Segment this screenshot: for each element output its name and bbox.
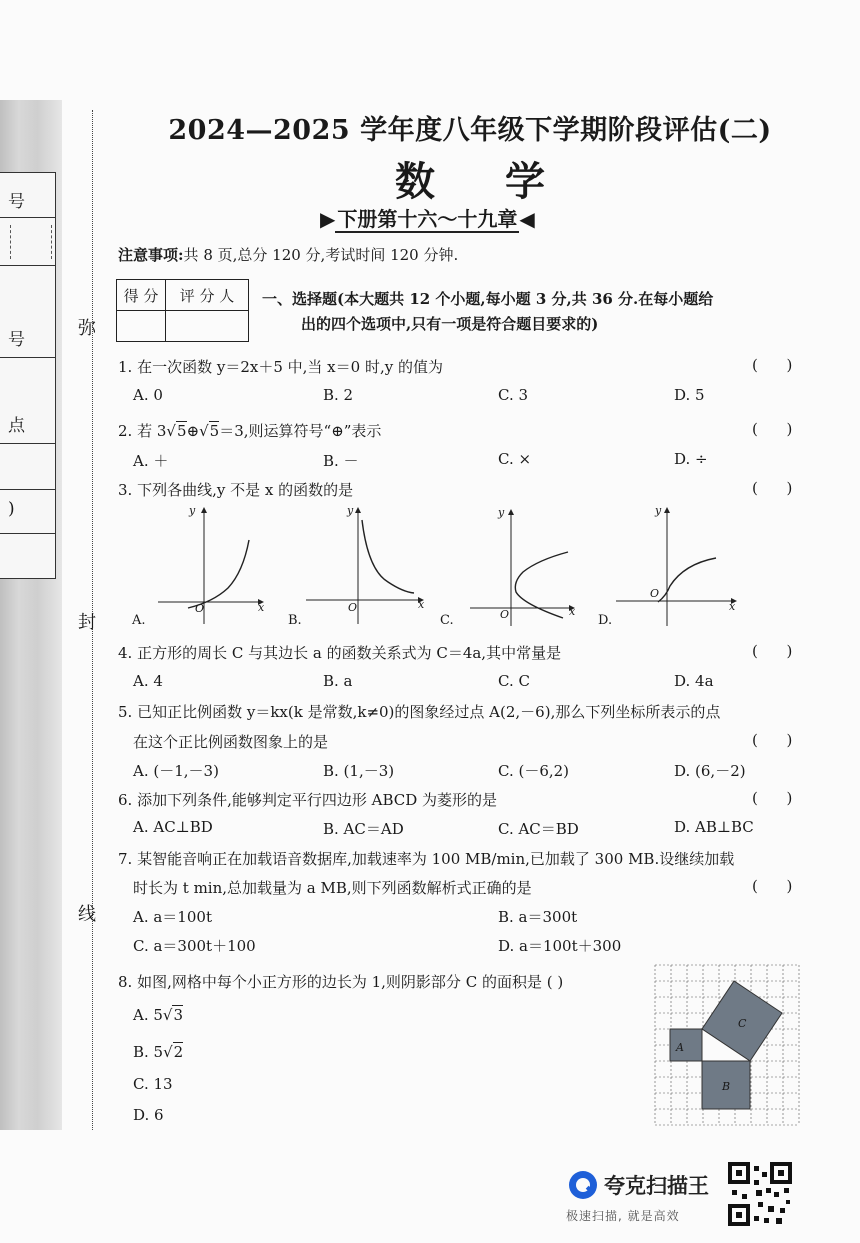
square-a [670, 1029, 702, 1061]
scope-text: 下册第十六～十九章 [337, 207, 518, 231]
info-boxes [10, 225, 52, 259]
q2-pre: 2. 若 3 [118, 422, 167, 440]
answer-paren[interactable]: ( ) [752, 789, 793, 807]
question-6: 6. 添加下列条件,能够判定平行四边形 ABCD 为菱形的是 [118, 791, 498, 809]
graph-a [131, 504, 265, 628]
question-3: 3. 下列各曲线,y 不是 x 的函数的是 [118, 481, 354, 499]
answer-paren[interactable]: ( ) [752, 731, 793, 749]
info-divider [0, 489, 55, 490]
sqrt-icon: √ [166, 422, 176, 440]
q6-option-c: C. AC＝BD [498, 820, 579, 838]
q7-option-b: B. a＝300t [498, 908, 578, 926]
q2-option-d: D. ÷ [674, 450, 708, 468]
question-1: 1. 在一次函数 y＝2x＋5 中,当 x＝0 时,y 的值为 [118, 358, 443, 376]
q5-option-b: B. (1,－3) [323, 762, 395, 780]
chapter-scope [320, 203, 535, 232]
score-cell[interactable] [117, 311, 166, 342]
q8-option-c: C. 13 [133, 1075, 173, 1093]
q8-a-coef: A. 5 [133, 1006, 163, 1024]
sqrt-icon: √ [163, 1043, 173, 1061]
info-label-seat: 号 [8, 330, 25, 350]
q6-option-b: B. AC＝AD [323, 820, 404, 838]
q2-radicand: 5 [209, 422, 220, 440]
q5-option-c: C. (－6,2) [498, 762, 570, 780]
label-c: C [738, 1017, 747, 1030]
info-divider [0, 217, 55, 218]
qr-code-icon [728, 1162, 792, 1226]
function-graphs [118, 500, 758, 630]
question-5-line-2: 在这个正比例函数图象上的是 [133, 733, 329, 751]
question-5-line-1: 5. 已知正比例函数 y＝kx(k 是常数,k≠0)的图象经过点 A(2,－6),那么下列坐标所表示的点 [118, 703, 721, 721]
notice-label: 注意事项: [118, 246, 184, 264]
graph-c [440, 506, 576, 628]
graph-d [598, 504, 736, 628]
info-divider [0, 265, 55, 266]
q1-option-c: C. 3 [498, 386, 529, 404]
scanner-logo-icon [566, 1168, 600, 1202]
graph-c-origin: O [500, 608, 510, 621]
graph-c-y: y [498, 506, 505, 519]
label-a: A [676, 1041, 684, 1054]
answer-paren[interactable]: ( ) [752, 420, 793, 438]
grader-cell[interactable] [166, 311, 249, 342]
notice-text: 共 8 页,总分 120 分,考试时间 120 分钟. [183, 246, 459, 264]
label-b: B [722, 1080, 731, 1093]
section-heading [262, 287, 782, 337]
q4-option-c: C. C [498, 672, 530, 690]
info-label-place: 点 [8, 416, 25, 436]
graph-d-origin: O [650, 587, 660, 600]
score-header: 得 分 [117, 280, 166, 311]
question-4: 4. 正方形的周长 C 与其边长 a 的函数关系式为 C＝4a,其中常量是 [118, 644, 562, 662]
q8-a-radicand: 3 [173, 1006, 184, 1024]
graph-b-origin: O [348, 601, 358, 614]
graph-a-origin: O [195, 602, 205, 615]
graph-d-x: x [729, 600, 736, 613]
q8-option-d: D. 6 [133, 1106, 164, 1124]
grid-figure [654, 964, 800, 1128]
q4-option-b: B. a [323, 672, 353, 690]
graph-a-x: x [258, 601, 265, 614]
graph-c-label: C. [440, 613, 454, 628]
q8-b-coef: B. 5 [133, 1043, 164, 1061]
triangle-right-icon: ▶ [320, 207, 336, 231]
graph-a-y: y [189, 504, 196, 517]
answer-paren[interactable]: ( ) [752, 479, 793, 497]
graph-b-y: y [347, 504, 354, 517]
sqrt-icon: √ [162, 1006, 173, 1024]
q7-option-c: C. a＝300t＋100 [133, 937, 256, 955]
question-8: 8. 如图,网格中每个小正方形的边长为 1,则阴影部分 C 的面积是 ( ) [118, 973, 564, 991]
graph-d-label: D. [598, 613, 613, 628]
q5-option-d: D. (6,－2) [674, 762, 746, 780]
seal-char-xian: 线 [78, 904, 96, 925]
q8-option-b [133, 1043, 183, 1061]
info-label-class: ) [8, 499, 15, 519]
answer-paren[interactable]: ( ) [752, 356, 793, 374]
info-divider [0, 357, 55, 358]
info-divider [0, 443, 55, 444]
q2-operator: ⊕ [186, 422, 200, 440]
question-7-line-1: 7. 某智能音响正在加载语音数据库,加载速率为 100 MB/min,已加载了 300 MB.设继续加载 [118, 850, 735, 868]
q7-option-d: D. a＝100t＋300 [498, 937, 622, 955]
scanner-name: 夸克扫描王 [604, 1174, 709, 1198]
exam-title: 2024—2025 学年度八年级下学期阶段评估(二) [168, 115, 772, 146]
q8-option-a [133, 1006, 183, 1024]
info-divider [0, 533, 55, 534]
info-label-number: 号 [8, 192, 25, 212]
seal-char-mi: 弥 [78, 318, 96, 339]
q1-option-a: A. 0 [133, 386, 163, 404]
answer-paren[interactable]: ( ) [752, 642, 793, 660]
seal-char-feng: 封 [78, 612, 96, 633]
q1-option-d: D. 5 [674, 386, 705, 404]
q6-option-a: A. AC⊥BD [133, 818, 213, 836]
q8-b-radicand: 2 [173, 1043, 184, 1061]
graph-b [288, 504, 425, 628]
q2-option-b: B. － [323, 452, 359, 470]
scanner-slogan: 极速扫描, 就是高效 [566, 1209, 680, 1223]
graph-d-y: y [655, 504, 662, 517]
graph-c-x: x [569, 605, 576, 618]
q4-option-a: A. 4 [133, 672, 163, 690]
question-7-line-2: 时长为 t min,总加载量为 a MB,则下列函数解析式正确的是 [133, 879, 532, 897]
score-table [116, 279, 249, 342]
q6-option-d: D. AB⊥BC [674, 818, 754, 836]
question-2 [118, 420, 381, 441]
student-info-panel [0, 172, 56, 579]
grader-header: 评 分 人 [166, 280, 249, 311]
q2-option-a: A. ＋ [133, 452, 169, 470]
graph-b-label: B. [288, 613, 302, 628]
graph-a-label: A. [132, 613, 146, 628]
q5-option-a: A. (－1,－3) [133, 762, 219, 780]
q1-option-b: B. 2 [323, 386, 354, 404]
q7-option-a: A. a＝100t [133, 908, 212, 926]
triangle-left-icon: ◀ [519, 207, 535, 231]
graph-b-x: x [418, 598, 425, 611]
section-line-2: 出的四个选项中,只有一项是符合题目要求的) [301, 315, 599, 333]
subject-title: 数学 [395, 158, 615, 205]
answer-paren[interactable]: ( ) [752, 877, 793, 895]
notice [118, 244, 458, 265]
q2-radicand: 5 [176, 422, 187, 440]
sqrt-icon: √ [199, 422, 209, 440]
section-line-1: 一、选择题(本大题共 12 个小题,每小题 3 分,共 36 分.在每小题给 [262, 290, 714, 308]
q2-option-c: C. × [498, 450, 532, 468]
q4-option-d: D. 4a [674, 672, 714, 690]
q2-post: ＝3,则运算符号“⊕”表示 [219, 422, 382, 440]
